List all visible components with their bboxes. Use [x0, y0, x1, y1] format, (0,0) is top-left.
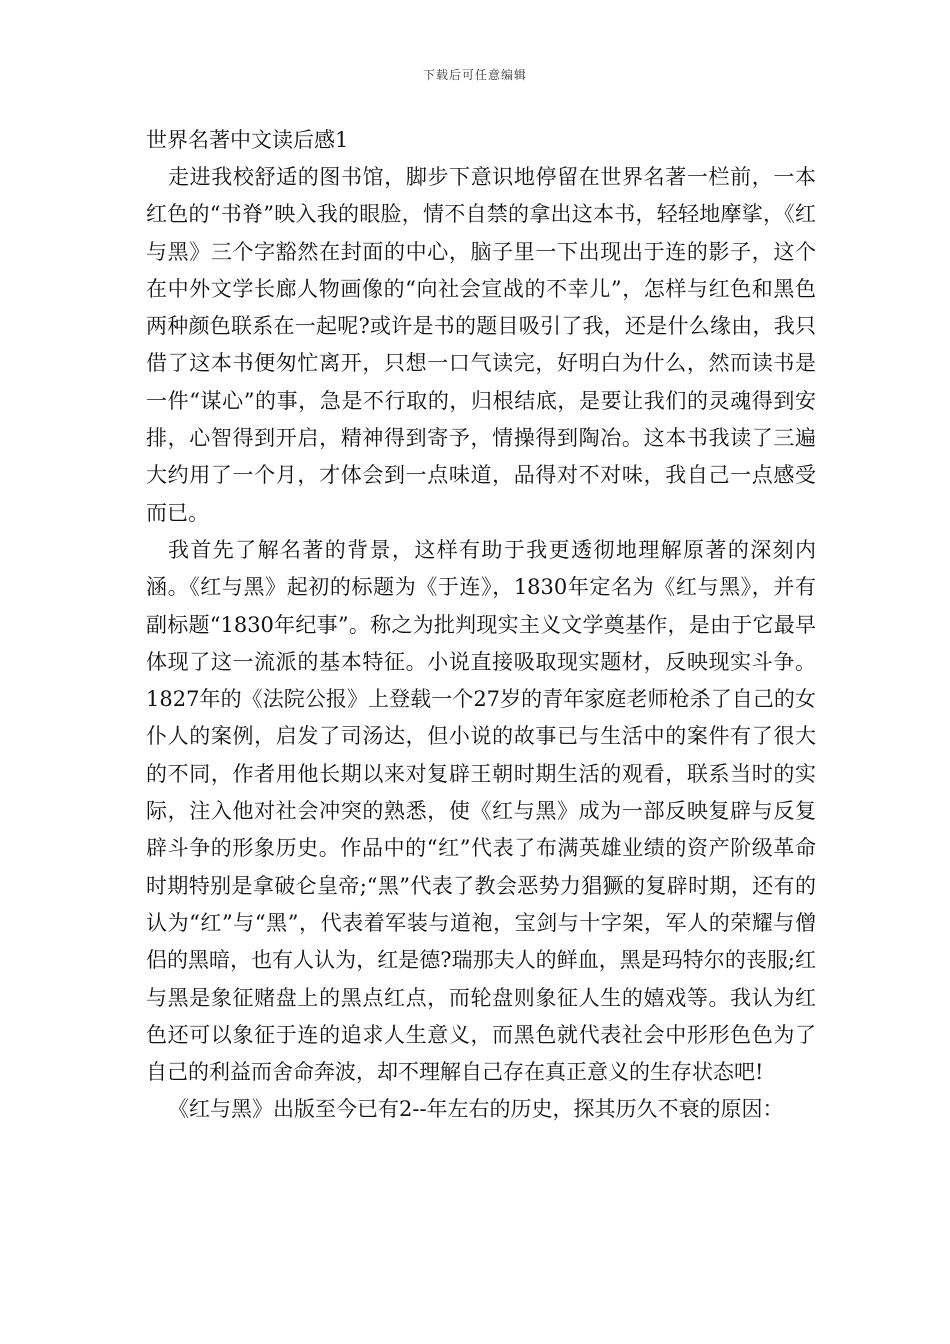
paragraph-1: 走进我校舒适的图书馆，脚步下意识地停留在世界名著一栏前，一本红色的“书脊”映入我的眼脸，情不自禁的拿出这本书，轻轻地摩挲，《红与黑》三个字豁然在封面的中心，脑子里一下出现出于连的影子，这个在中外文学长廊人物画像的“向社会宣战的不幸儿”，怎样与红色和黑色两种颜色联系在一起呢?或许是书的题目吸引了我，还是什么缘由，我只借了这本书便匆忙离开，只想一口气读完，好明白为什么，然而读书是一件“谋心”的事，急是不行取的，归根结底，是要让我们的灵魂得到安排，心智得到开启，精神得到寄予，情操得到陶冶。这本书我读了三遍大约用了一个月，才体会到一点味道，品得对不对味，我自己一点感受而已。 [146, 165, 816, 525]
document-body [146, 122, 816, 1129]
paragraph-3: 《红与黑》出版至今已有2--年左右的历史，探其历久不衰的原因： [168, 1097, 784, 1122]
document-title: 世界名著中文读后感1 [146, 128, 349, 152]
paragraph-2: 我首先了解名著的背景，这样有助于我更透彻地理解原著的深刻内涵。《红与黑》起初的标题为《于连》，1830年定名为《红与黑》，并有副标题“1830年纪事”。称之为批判现实主义文学奠基作，是由于它最早体现了这一流派的基本特征。小说直接吸取现实题材，反映现实斗争。1827年的《法院公报》上登载一个27岁的青年家庭老师枪杀了自己的女仆人的案例，启发了司汤达，但小说的故事已与生活中的案件有了很大的不同，作者用他长期以来对复辟王朝时期生活的观看，联系当时的实际，注入他对社会冲突的熟悉，使《红与黑》成为一部反映复辟与反复辟斗争的形象历史。作品中的“红”代表了布满英雄业绩的资产阶级革命时期特别是拿破仑皇帝;“黑”代表了教会恶势力猖獗的复辟时期，还有的认为“红”与“黑”，代表着军装与道袍，宝剑与十字架，军人的荣耀与僧侣的黑暗，也有人认为，红是德?瑞那夫人的鲜血，黑是玛特尔的丧服;红与黑是象征赌盘上的黑点红点，而轮盘则象征人生的嬉戏等。我认为红色还可以象征于连的追求人生意义，而黑色就代表社会中形形色色为了自己的利益而舍命奔波，却不理解自己存在真正意义的生存状态吧! [146, 537, 816, 1085]
page-header-note: 下载后可任意编辑 [422, 68, 527, 82]
